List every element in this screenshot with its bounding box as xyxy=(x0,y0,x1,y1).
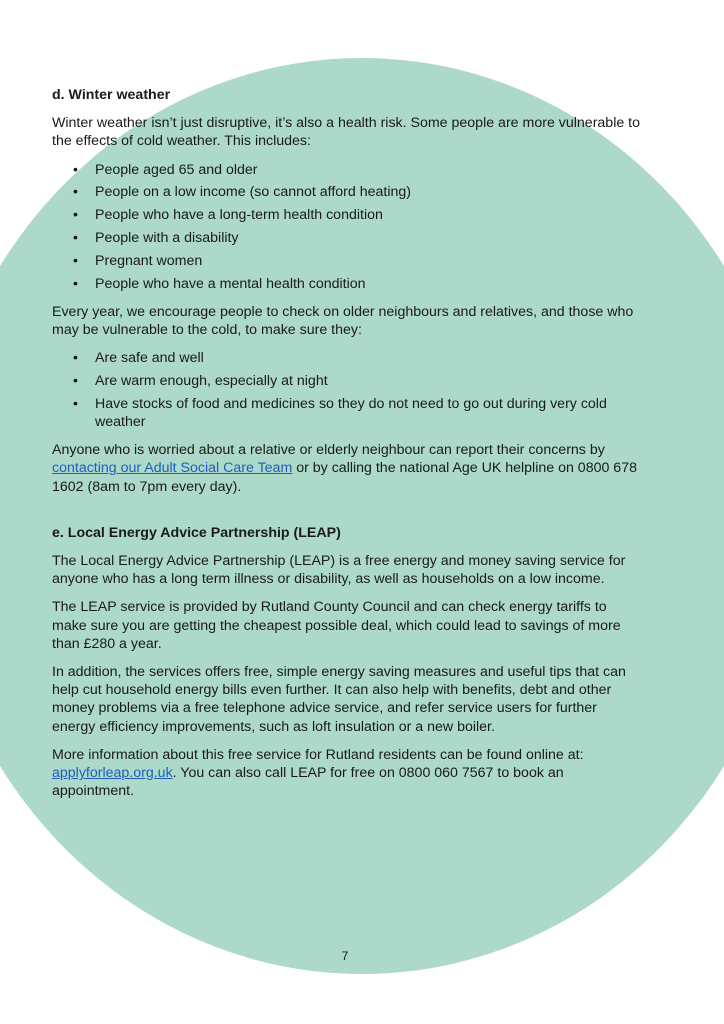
report-text-start: Anyone who is worried about a relative or elderly neighbour can report their concerns by xyxy=(52,442,605,459)
report-concerns-paragraph xyxy=(52,441,642,496)
list-item: • Are warm enough, especially at night xyxy=(95,372,642,390)
leap-service-paragraph: The LEAP service is provided by Rutland County Council and can check energy tariffs to make sure you are getting the cheapest possible deal, which could lead to savings of more than £280 a year. xyxy=(52,599,621,652)
list-item: • People aged 65 and older xyxy=(95,161,642,179)
document-page xyxy=(52,86,642,810)
more-info-text-end: . You can also call LEAP for free on 0800 060 7567 to book an appointment. xyxy=(52,765,564,800)
leap-additional-paragraph: In addition, the services offers free, simple energy saving measures and useful tips that can help cut household energy bills even further. It can also help with benefits, debt and other money problems via a free telephone advice service, and refer service users for further energy efficiency improvements, such as loft insulation or a new boiler. xyxy=(52,664,626,735)
list-item: • Have stocks of food and medicines so they do not need to go out during very cold weather xyxy=(95,395,642,431)
page-number: 7 xyxy=(341,949,349,963)
report-text-end: or by calling the national Age UK helpline on 0800 678 1602 (8am to 7pm every day). xyxy=(52,460,637,495)
leap-intro-paragraph: The Local Energy Advice Partnership (LEAP) is a free energy and money saving service for anyone who has a long term illness or disability, as well as households on a low income. xyxy=(52,553,626,588)
encourage-paragraph: Every year, we encourage people to check on older neighbours and relatives, and those who may be vulnerable to the cold, to make sure they: xyxy=(52,303,634,338)
list-item: • Pregnant women xyxy=(95,252,642,270)
list-item: • People who have a mental health condition xyxy=(95,275,642,293)
more-info-text-start: More information about this free service for Rutland residents can be found online at: xyxy=(52,746,584,763)
list-item: • Are safe and well xyxy=(95,349,642,367)
winter-intro-paragraph: Winter weather isn’t just disruptive, it’s also a health risk. Some people are more vulnerable to the effects of cold weather. This includes: xyxy=(52,115,641,150)
section-heading-winter-weather: d. Winter weather xyxy=(52,87,171,103)
list-item: • People on a low income (so cannot afford heating) xyxy=(95,183,642,201)
wellbeing-checks-list xyxy=(52,349,642,431)
adult-social-care-link[interactable]: contacting our Adult Social Care Team xyxy=(52,460,293,477)
list-item: • People with a disability xyxy=(95,229,642,247)
section-spacer xyxy=(52,506,642,524)
vulnerable-groups-list xyxy=(52,161,642,293)
section-winter-weather xyxy=(52,86,642,496)
leap-more-info-paragraph xyxy=(52,746,642,801)
section-leap xyxy=(52,524,642,801)
list-item: • People who have a long-term health condition xyxy=(95,206,642,224)
applyforleap-link[interactable]: applyforleap.org.uk xyxy=(52,765,173,782)
section-heading-leap: e. Local Energy Advice Partnership (LEAP) xyxy=(52,524,341,541)
